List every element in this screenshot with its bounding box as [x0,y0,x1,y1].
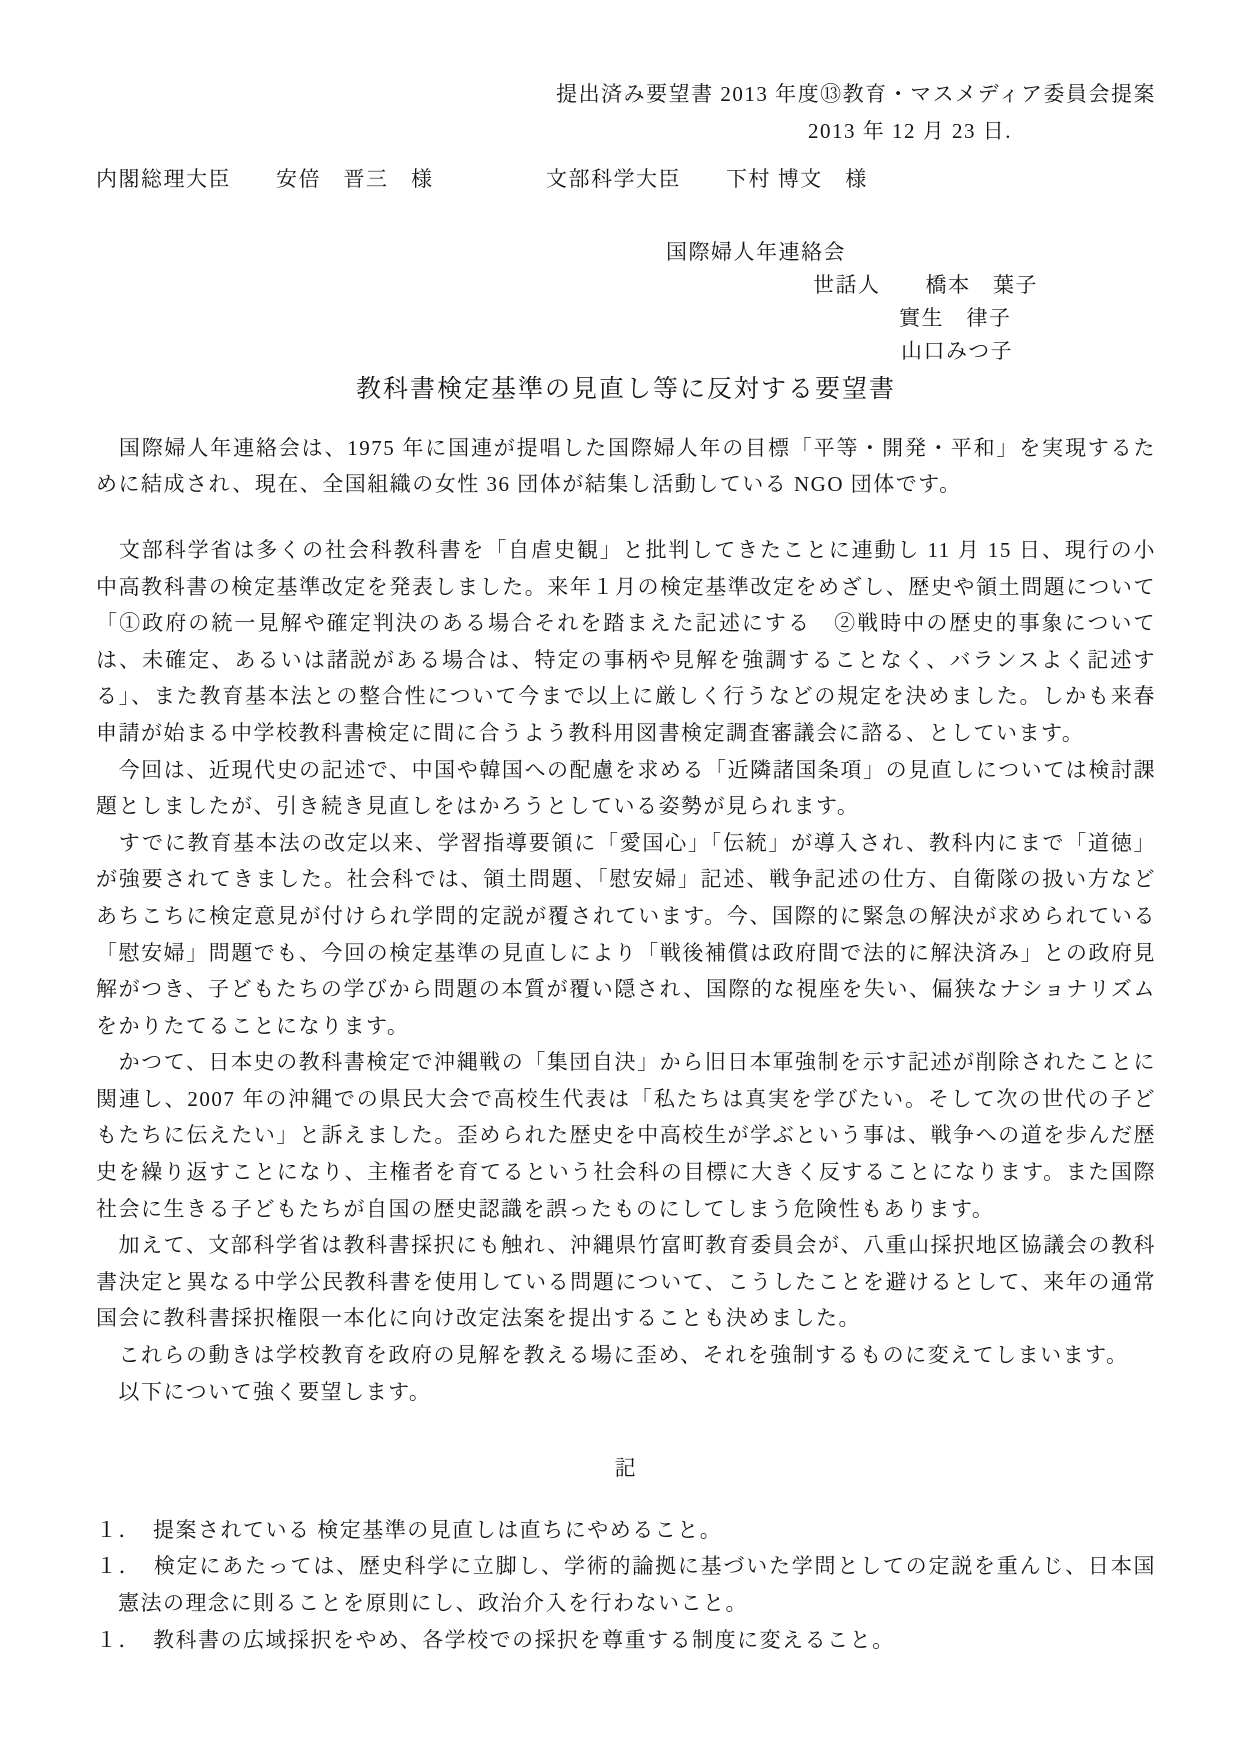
date-line: 2013 年 12 月 23 日. [808,118,1012,143]
request-item: １． 検定にあたっては、歴史科学に立脚し、学術的論拠に基づいた学問としての定説を重んじ、日本国憲法の理念に則ることを原則にし、政治介入を行わないこと。 [96,1554,1156,1615]
ki-marker: 記 [614,1456,638,1481]
body-paragraph: 文部科学省は多くの社会科教科書を「自虐史観」と批判してきたことに連動し 11 月 15 日、現行の小中高教科書の検定基準改定を発表しました。来年１月の検定基準改定をめざし、歴史や領土問題について「①政府の統一見解や確定判決のある場合それを踏まえた記述にする ②戦時中の歴史的事象については、未確定、あるいは諸説がある場合は、特定の事柄や見解を強調することなく、バランスよく記述する」、また教育基本法との整合性について今まで以上に厳しく行うなどの規定を決めました。しかも来春申請が始まる中学校教科書検定に間に合うよう教科用図書検定調査審議会に諮る、としています。 [96,537,1156,745]
body-paragraph: 今回は、近現代史の記述で、中国や韓国への配慮を求める「近隣諸国条項」の見直しについては検討課題としましたが、引き続き見直しをはかろうとしている姿勢が見られます。 [96,757,1156,819]
document-body [96,430,1156,1410]
body-paragraph: 加えて、文部科学省は教科書採択にも触れ、沖縄県竹富町教育委員会が、八重山採択地区協議会の教科書決定と異なる中学公民教科書を使用している問題について、こうしたことを避けるとして、来年の通常国会に教科書採択権限一本化に向け改定法案を提出することも決めました。 [96,1233,1156,1331]
sender-member-name: 實生 律子 [899,305,1012,330]
submission-note: 提出済み要望書 2013 年度⑬教育・マスメディア委員会提案 [556,82,1156,106]
sender-block [96,236,1156,368]
body-paragraph: これらの動きは学校教育を政府の見解を教える場に歪め、それを強制するものに変えてしまいます。 [96,1343,1129,1368]
document-title: 教科書検定基準の見直し等に反対する要望書 [355,375,896,403]
request-item: １． 提案されている 検定基準の見直しは直ちにやめること。 [96,1517,723,1542]
sender-member-name: 山口みつ子 [901,338,1014,363]
body-paragraph: 以下について強く要望します。 [96,1379,432,1404]
request-item: １． 教科書の広域採択をやめ、各学校での採択を尊重する制度に変えること。 [96,1627,895,1652]
body-paragraph: すでに教育基本法の改定以来、学習指導要領に「愛国心」「伝統」が導入され、教科内にまで「道徳」が強要されてきました。社会科では、領土問題、「慰安婦」記述、戦争記述の仕方、自衛隊の扱い方などあちこちに検定意見が付けられ学問的定説が覆されています。今、国際的に緊急の解決が求められている「慰安婦」問題でも、今回の検定基準の見直しにより「戦後補償は政府間で法的に解決済み」との政府見解がつき、子どもたちの学びから問題の本質が覆い隠され、国際的な視座を失い、偏狭なナショナリズムをかりたてることになります。 [96,830,1156,1038]
body-paragraph: 国際婦人年連絡会は、1975 年に国連が提唱した国際婦人年の目標「平等・開発・平和」を実現するために結成され、現在、全国組織の女性 36 団体が結集し活動している NGO 団体です。 [96,435,1156,497]
request-list [96,1512,1156,1658]
addressee-line: 内閣総理大臣 安倍 晋三 様 文部科学大臣 下村 博文 様 [96,167,868,192]
body-paragraph: かつて、日本史の教科書検定で沖縄戦の「集団自決」から旧日本軍強制を示す記述が削除されたことに関連し、2007 年の沖縄での県民大会で高校生代表は「私たちは真実を学びたい。そして次の世代の子どもたちに伝えたい」と訴えました。歪められた歴史を中高校生が学ぶという事は、戦争への道を歩んだ歴史を繰り返すことになり、主権者を育てるという社会科の目標に大きく反することになります。また国際社会に生きる子どもたちが自国の歴史認識を誤ったものにしてしまう危険性もあります。 [96,1050,1156,1221]
sender-organization: 国際婦人年連絡会 [666,239,846,264]
sender-caretaker-line: 世話人 橋本 葉子 [813,272,1038,297]
